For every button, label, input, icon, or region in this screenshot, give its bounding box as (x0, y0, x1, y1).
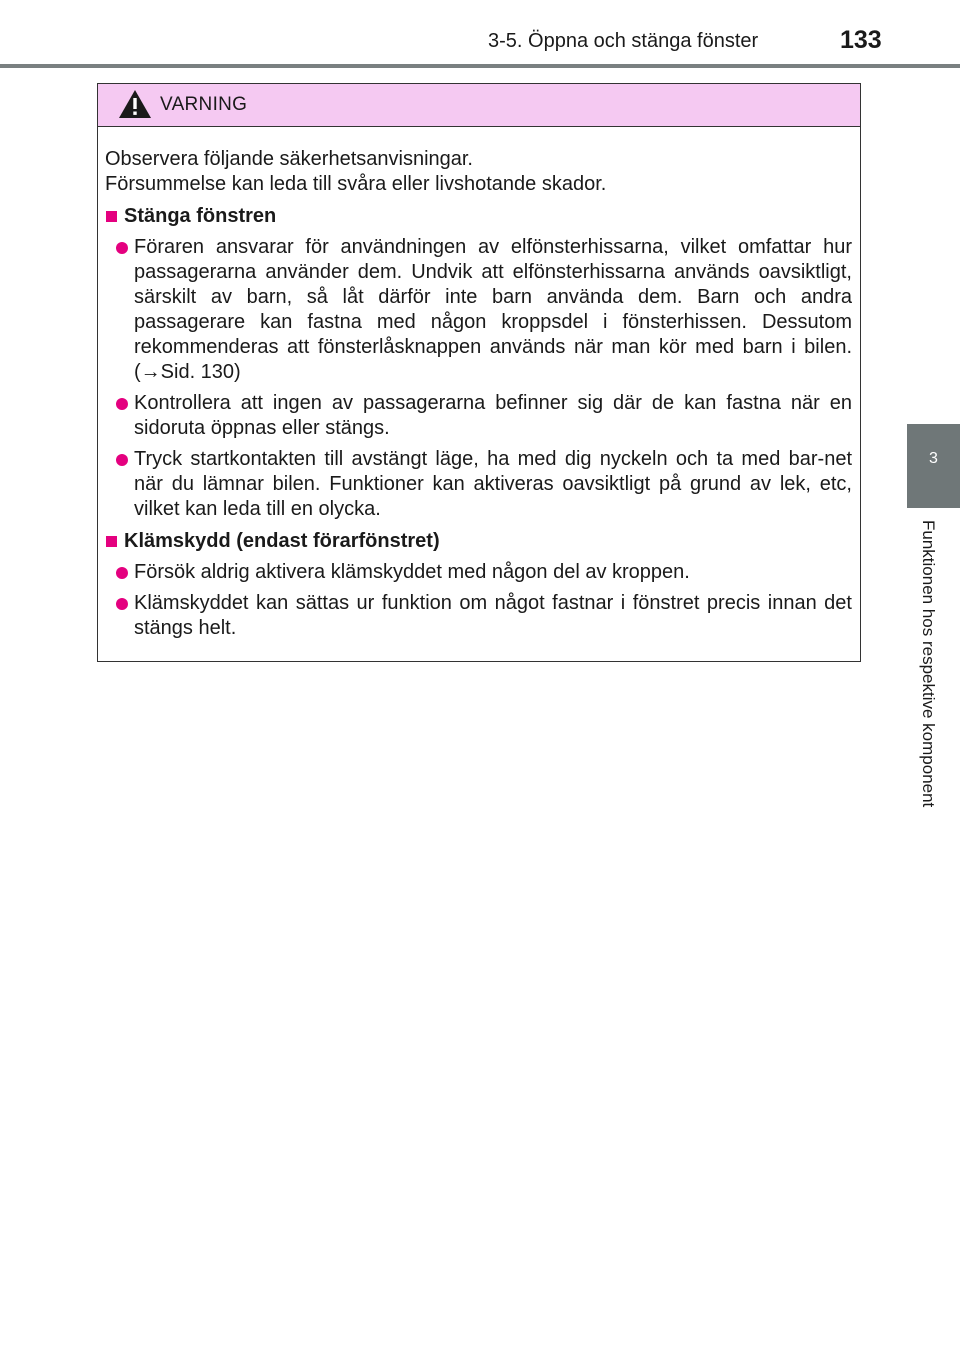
chapter-tab (907, 424, 960, 508)
warning-body (98, 127, 860, 641)
list-item (105, 235, 852, 385)
list-item-text: Kontrollera att ingen av passagerarna befinner sig där de kan fastna när en sidoruta öppnas eller stängs. (134, 392, 852, 439)
page-number: 133 (840, 26, 882, 54)
list-item (105, 447, 852, 522)
warning-intro (105, 147, 852, 197)
section-heading (105, 204, 852, 229)
chapter-number: 3 (929, 450, 938, 467)
chapter-title: Funktionen hos respektive komponent (919, 520, 938, 808)
section-heading (105, 529, 852, 554)
section-heading-text: Stänga fönstren (124, 205, 277, 227)
round-bullet-icon (116, 398, 128, 410)
list-item-text: Föraren ansvarar för användningen av elfönsterhissarna, vilket omfattar hur passagerarna använder dem. Undvik att elfönsterhissarna används oavsiktligt, särskilt av barn, så låt därför inte barn använda dem. Barn och andra passagerare kan fastna med någon kroppsdel i fönsterhissen. Dessutom rekommenderas att fönsterlåsknappen används när man kör med barn i bilen. (→Sid. 130) (134, 236, 852, 383)
round-bullet-icon (116, 242, 128, 254)
section-heading-text: Klämskydd (endast förarfönstret) (124, 530, 440, 552)
list-item-text: Tryck startkontakten till avstängt läge, ha med dig nyckeln och ta med bar-net när du lämnar bilen. Funktioner kan aktiveras oavsiktligt på grund av lek, etc, vilket kan leda till en olycka. (134, 448, 852, 520)
warning-header (98, 84, 860, 127)
round-bullet-icon (116, 598, 128, 610)
list-item (105, 591, 852, 641)
list-item-text: Försök aldrig aktivera klämskyddet med någon del av kroppen. (134, 561, 690, 583)
intro-line: Observera följande säkerhetsanvisningar. (105, 148, 473, 170)
header-rule (0, 64, 960, 68)
warning-triangle-icon (118, 89, 152, 119)
square-bullet-icon (106, 536, 117, 547)
round-bullet-icon (116, 567, 128, 579)
list-item-text: Klämskyddet kan sättas ur funktion om något fastnar i fönstret precis innan det stängs helt. (134, 592, 852, 639)
square-bullet-icon (106, 211, 117, 222)
page-header (0, 0, 960, 68)
warning-box (97, 83, 861, 662)
list-item (105, 560, 852, 585)
list-item (105, 391, 852, 441)
intro-line: Försummelse kan leda till svåra eller livshotande skador. (105, 173, 607, 195)
section-title: 3-5. Öppna och stänga fönster (488, 30, 759, 52)
round-bullet-icon (116, 454, 128, 466)
warning-title: VARNING (160, 94, 248, 115)
